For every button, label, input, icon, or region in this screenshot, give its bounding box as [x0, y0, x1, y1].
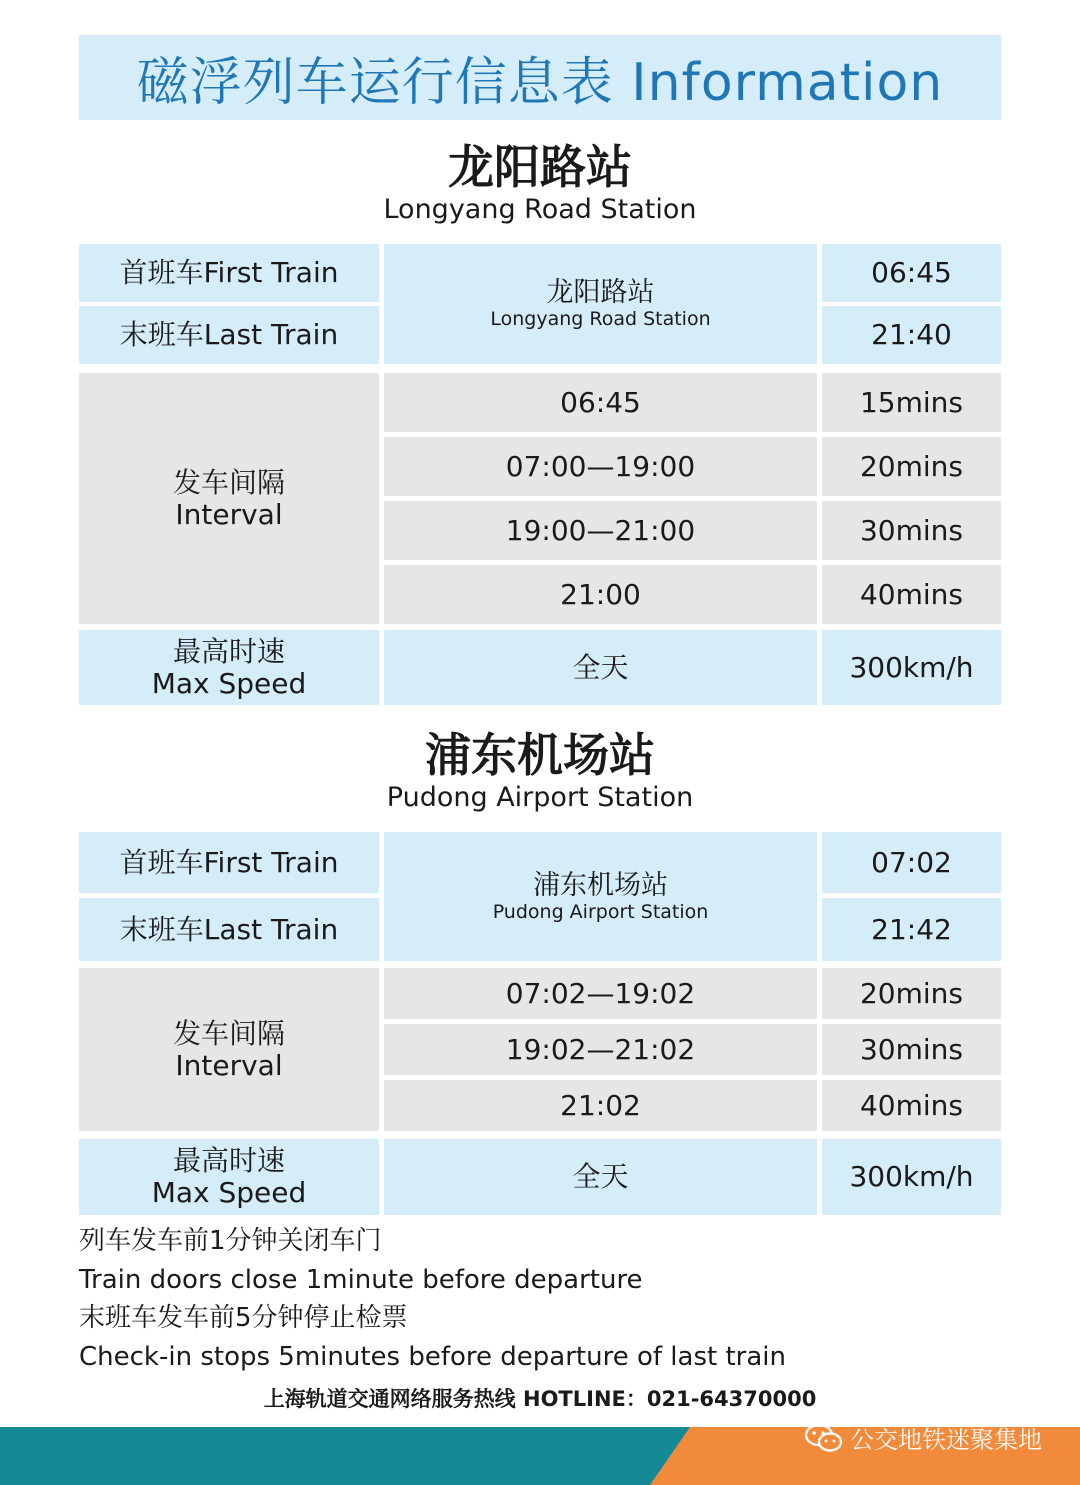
interval-period: 19:02—21:02 — [384, 1024, 817, 1075]
speed-value: 300km/h — [822, 630, 1001, 705]
hotline: 上海轨道交通网络服务热线 HOTLINE：021-64370000 — [263, 1387, 817, 1411]
speed-label-en: Max Speed — [151, 666, 307, 700]
watermark-text: 公交地铁迷聚集地 — [850, 1426, 1042, 1454]
watermark — [804, 1420, 1042, 1455]
note-line: Check-in stops 5minutes before departure of last train — [79, 1341, 786, 1372]
interval-label-en: Interval — [175, 1048, 283, 1082]
station-heading-longyang — [79, 140, 1001, 226]
interval-label-cell — [79, 968, 379, 1131]
interval-value: 40mins — [822, 565, 1001, 624]
interval-period: 19:00—21:00 — [384, 501, 817, 560]
station-name-zh: 浦东机场站 — [425, 728, 655, 782]
interval-label-zh: 发车间隔 — [172, 1016, 285, 1050]
speed-label-zh: 最高时速 — [172, 1144, 285, 1177]
interval-value: 15mins — [822, 373, 1001, 432]
note-line: 末班车发车前5分钟停止检票 — [79, 1303, 408, 1333]
speed-value: 300km/h — [822, 1139, 1001, 1215]
speed-period: 全天 — [384, 1139, 817, 1215]
interval-label-en: Interval — [175, 497, 283, 531]
first-train-label: 首班车First Train — [79, 244, 379, 302]
interval-value: 20mins — [822, 437, 1001, 496]
station-center-cell — [384, 832, 817, 961]
station-name-en: Longyang Road Station — [383, 194, 697, 225]
interval-period: 21:00 — [384, 565, 817, 624]
title-banner — [79, 35, 1001, 120]
station-name-zh: 龙阳路站 — [448, 140, 632, 194]
interval-period: 07:00—19:00 — [384, 437, 817, 496]
wechat-icon — [804, 1422, 844, 1454]
interval-label-cell — [79, 373, 379, 624]
note-line: Train doors close 1minute before departure — [79, 1264, 643, 1295]
first-train-label: 首班车First Train — [79, 832, 379, 893]
last-train-label: 末班车Last Train — [79, 898, 379, 961]
interval-period: 07:02—19:02 — [384, 968, 817, 1019]
center-station-zh: 龙阳路站 — [546, 277, 655, 308]
note-line: 列车发车前1分钟关闭车门 — [79, 1226, 382, 1256]
center-station-en: Longyang Road Station — [490, 308, 711, 330]
speed-label-zh: 最高时速 — [172, 634, 285, 668]
center-station-en: Pudong Airport Station — [492, 900, 709, 923]
interval-period: 21:02 — [384, 1080, 817, 1131]
speed-label-en: Max Speed — [151, 1176, 307, 1209]
station-name-en: Pudong Airport Station — [386, 782, 694, 813]
speed-label-cell — [79, 630, 379, 705]
station-center-cell — [384, 244, 817, 364]
last-train-label: 末班车Last Train — [79, 306, 379, 364]
last-train-time: 21:40 — [822, 306, 1001, 364]
speed-label-cell — [79, 1139, 379, 1215]
first-train-time: 06:45 — [822, 244, 1001, 302]
interval-value: 40mins — [822, 1080, 1001, 1131]
notes — [79, 1222, 979, 1376]
first-train-time: 07:02 — [822, 832, 1001, 893]
speed-period: 全天 — [384, 630, 817, 705]
interval-label-zh: 发车间隔 — [172, 465, 285, 499]
interval-value: 30mins — [822, 501, 1001, 560]
interval-value: 30mins — [822, 1024, 1001, 1075]
last-train-time: 21:42 — [822, 898, 1001, 961]
center-station-zh: 浦东机场站 — [533, 869, 668, 901]
station-heading-pudong — [79, 728, 1001, 814]
page-title: 磁浮列车运行信息表 Information — [136, 53, 944, 113]
interval-period: 06:45 — [384, 373, 817, 432]
interval-value: 20mins — [822, 968, 1001, 1019]
